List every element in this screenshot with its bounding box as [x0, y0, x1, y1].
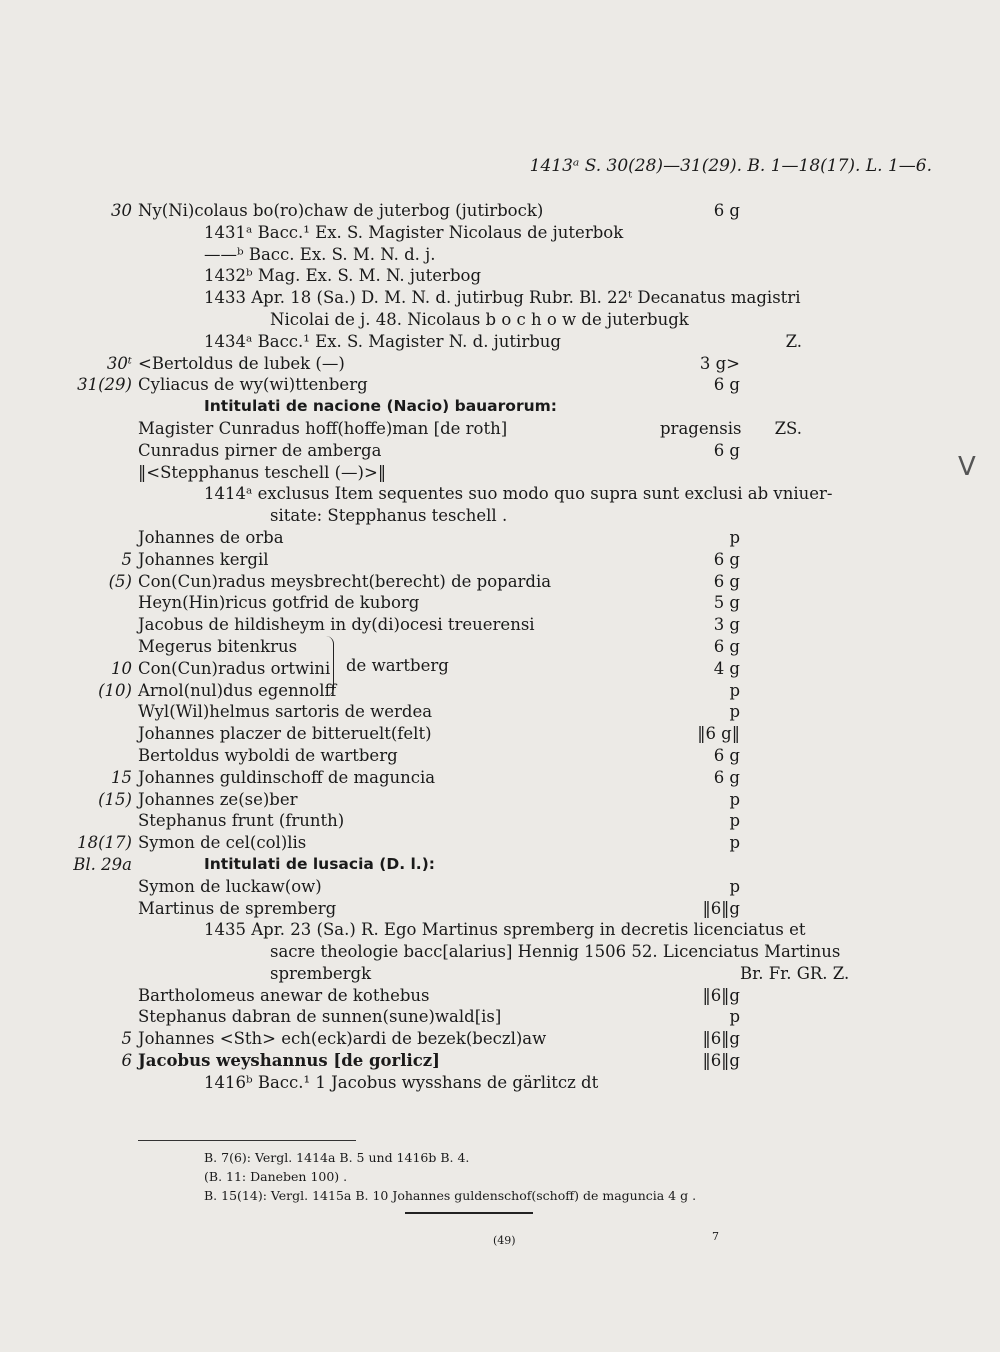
margin-mark: V [958, 452, 976, 482]
entry-fee: 3 g [713, 615, 740, 635]
heading-text: Intitulati de lusacia (D. l.): [204, 854, 435, 873]
register-entry [0, 1050, 1000, 1072]
entry-name: Johannes ze(se)ber [138, 789, 298, 809]
entry-fee: ‖6‖g [702, 1051, 740, 1071]
entry-name: Arnol(nul)dus egennolff [138, 680, 337, 700]
entry-name: Con(Cun)radus ortwini [138, 658, 331, 678]
register-entry [0, 527, 1000, 549]
entry-name: Johannes placzer de bitteruelt(felt) [138, 724, 432, 744]
footnote-2: (B. 11: Daneben 100) . [204, 1169, 348, 1184]
entry-fee: p [729, 833, 740, 853]
entry-name: Magister Cunradus hoff(hoffe)man [de roth] [138, 418, 508, 438]
register-note [0, 309, 1000, 331]
entry-name: Cyliacus de wy(wi)ttenberg [138, 375, 368, 395]
entry-fee: p [729, 789, 740, 809]
register-entry [0, 767, 1000, 789]
entry-fee: 6 g [713, 440, 740, 460]
register-note [0, 483, 1000, 505]
register-entry [0, 353, 1000, 375]
footnote-rule [138, 1140, 356, 1141]
heading-text: Intitulati de nacione (Nacio) bauarorum: [204, 397, 557, 416]
entry-number: (10) [98, 680, 132, 700]
entry-number: 31(29) [77, 375, 132, 395]
footnote-3: B. 15(14): Vergl. 1415a B. 10 Johannes guldenschof(schoff) de maguncia 4 g . [204, 1188, 697, 1203]
entry-name: Bertoldus wyboldi de wartberg [138, 745, 398, 765]
section-heading [0, 854, 1000, 876]
entry-name: Ny(Ni)colaus bo(ro)chaw de juterbog (jutirbock) [138, 201, 544, 220]
entry-fee: ‖6‖g [702, 985, 740, 1005]
entry-name: <Bertoldus de lubek (—) [138, 353, 345, 373]
register-entry [0, 658, 1000, 680]
entry-name: Symon de luckaw(ow) [138, 876, 322, 896]
note-continuation: sprembergk [270, 963, 372, 983]
entry-fee: ‖6 g‖ [697, 724, 740, 744]
entry-name: Johannes kergil [138, 549, 269, 569]
entry-name: Megerus bitenkrus [138, 636, 298, 656]
entry-number: (15) [98, 789, 132, 809]
register-entry [0, 440, 1000, 462]
note-text: 1416ᵇ Bacc.¹ 1 Jacobus wysshans de gärlitcz dt [204, 1072, 599, 1092]
register-entry [0, 418, 1000, 440]
entry-fee: 6 g [713, 745, 740, 765]
entry-fee: 4 g [713, 658, 740, 678]
signature-mark: 7 [712, 1230, 719, 1243]
entry-name: Bartholomeus anewar de kothebus [138, 985, 430, 1005]
entry-fee: pragensis [660, 418, 742, 438]
entry-fee: ‖6‖g [702, 1029, 740, 1049]
note-text: 1431ᵃ Bacc.¹ Ex. S. Magister Nicolaus de juterbok [204, 222, 624, 242]
running-header: 1413ᵃ S. 30(28)—31(29). B. 1—18(17). L. 1—6. [529, 156, 932, 176]
footnote-1: B. 7(6): Vergl. 1414a B. 5 und 1416b B. 4. [204, 1150, 470, 1165]
entry-fee: p [729, 527, 740, 547]
register-note [0, 265, 1000, 287]
register-entry [0, 680, 1000, 702]
edition-sigla: Z. [785, 331, 802, 351]
register-entry [0, 614, 1000, 636]
entry-fee: 3 g> [699, 353, 740, 373]
entry-number: 6 [121, 1051, 132, 1071]
entry-name: Stephanus frunt (frunth) [138, 811, 345, 831]
note-text: ——ᵇ Bacc. Ex. S. M. N. d. j. [204, 244, 436, 264]
entry-fee: p [729, 876, 740, 896]
entry-fee: ‖6‖g [702, 898, 740, 918]
register-entry [0, 592, 1000, 614]
entry-number: 15 [111, 767, 132, 787]
brace-label: de wartberg [346, 655, 449, 675]
edition-sigla: Br. Fr. GR. Z. [740, 963, 850, 983]
entry-name: Heyn(Hin)ricus gotfrid de kuborg [138, 593, 420, 613]
note-text: 1435 Apr. 23 (Sa.) R. Ego Martinus spremberg in decretis licenciatus et [204, 920, 806, 940]
page-number: (49) [493, 1234, 516, 1247]
note-continuation: sacre theologie bacc[alarius] Hennig 1506 52. Licenciatus Martinus [270, 942, 841, 962]
entry-number: 30ᵗ [106, 353, 132, 373]
entry-fee: p [729, 811, 740, 831]
entry-number: 30 [111, 201, 132, 220]
register-entry [0, 832, 1000, 854]
entry-fee: 6 g [713, 549, 740, 569]
entry-name: Stephanus dabran de sunnen(sune)wald[is] [138, 1007, 502, 1027]
entry-fee: p [729, 680, 740, 700]
entry-fee: 6 g [713, 571, 740, 591]
entry-number: 10 [111, 658, 132, 678]
bottom-rule [405, 1212, 533, 1214]
register-entry [0, 789, 1000, 811]
register-entry [0, 549, 1000, 571]
entry-name: Wyl(Wil)helmus sartoris de werdea [138, 702, 433, 722]
entry-number: Bl. 29a [73, 854, 132, 874]
entry-number: (5) [108, 571, 132, 591]
register-content [0, 200, 1000, 1094]
register-entry [0, 571, 1000, 593]
register-entry [0, 898, 1000, 920]
note-continuation: sitate: Stepphanus teschell . [270, 506, 508, 526]
register-entry [0, 1006, 1000, 1028]
register-entry [0, 745, 1000, 767]
footnotes [204, 1148, 696, 1205]
register-note [0, 505, 1000, 527]
register-entry [0, 462, 1000, 484]
note-text: 1433 Apr. 18 (Sa.) D. M. N. d. jutirbug Rubr. Bl. 22ᵗ Decanatus magistri [204, 288, 801, 308]
register-note [0, 919, 1000, 941]
note-text: 1414ᵃ exclusus Item sequentes suo modo quo supra sunt exclusi ab vniuer- [204, 484, 833, 504]
note-text: 1432ᵇ Mag. Ex. S. M. N. juterbog [204, 266, 482, 286]
register-note [0, 331, 1000, 353]
entry-fee: 6 g [713, 201, 740, 220]
entry-name: Cunradus pirner de amberga [138, 440, 382, 460]
entry-name: Johannes guldinschoff de maguncia [138, 767, 436, 787]
entry-number: 18(17) [77, 833, 132, 853]
entry-number: 5 [121, 549, 132, 569]
note-continuation: Nicolai de j. 48. Nicolaus b o c h o w de juterbugk [270, 309, 689, 329]
entry-name: Johannes <Sth> ech(eck)ardi de bezek(beczl)aw [138, 1029, 547, 1049]
register-entry [0, 374, 1000, 396]
register-entry [0, 985, 1000, 1007]
section-heading [0, 396, 1000, 418]
register-note [0, 244, 1000, 266]
register-entry [0, 200, 1000, 222]
register-entry [0, 723, 1000, 745]
entry-name: Jacobus de hildisheym in dy(di)ocesi treuerensi [138, 615, 535, 635]
entry-fee: 6 g [713, 767, 740, 787]
entry-name: Johannes de orba [138, 527, 284, 547]
entry-name: Jacobus weyshannus [de gorlicz] [138, 1051, 440, 1071]
register-note [0, 222, 1000, 244]
note-text: 1434ᵃ Bacc.¹ Ex. S. Magister N. d. jutirbug [204, 331, 561, 351]
register-entry [0, 876, 1000, 898]
entry-fee: p [729, 702, 740, 722]
register-note [0, 963, 1000, 985]
entry-name: Martinus de spremberg [138, 898, 337, 918]
entry-fee: 6 g [713, 636, 740, 656]
entry-fee: p [729, 1007, 740, 1027]
entry-number: 5 [121, 1029, 132, 1049]
register-entry [0, 1028, 1000, 1050]
register-entry [0, 810, 1000, 832]
register-note [0, 941, 1000, 963]
entry-name: Symon de cel(col)lis [138, 833, 307, 853]
entry-name: ‖<Stepphanus teschell (—)>‖ [138, 462, 387, 482]
entry-fee: 6 g [713, 375, 740, 395]
entry-name: Con(Cun)radus meysbrecht(berecht) de popardia [138, 571, 552, 591]
edition-sigla: ZS. [774, 418, 802, 438]
entry-fee: 5 g [713, 593, 740, 613]
register-entry [0, 701, 1000, 723]
register-note [0, 287, 1000, 309]
register-note [0, 1072, 1000, 1094]
